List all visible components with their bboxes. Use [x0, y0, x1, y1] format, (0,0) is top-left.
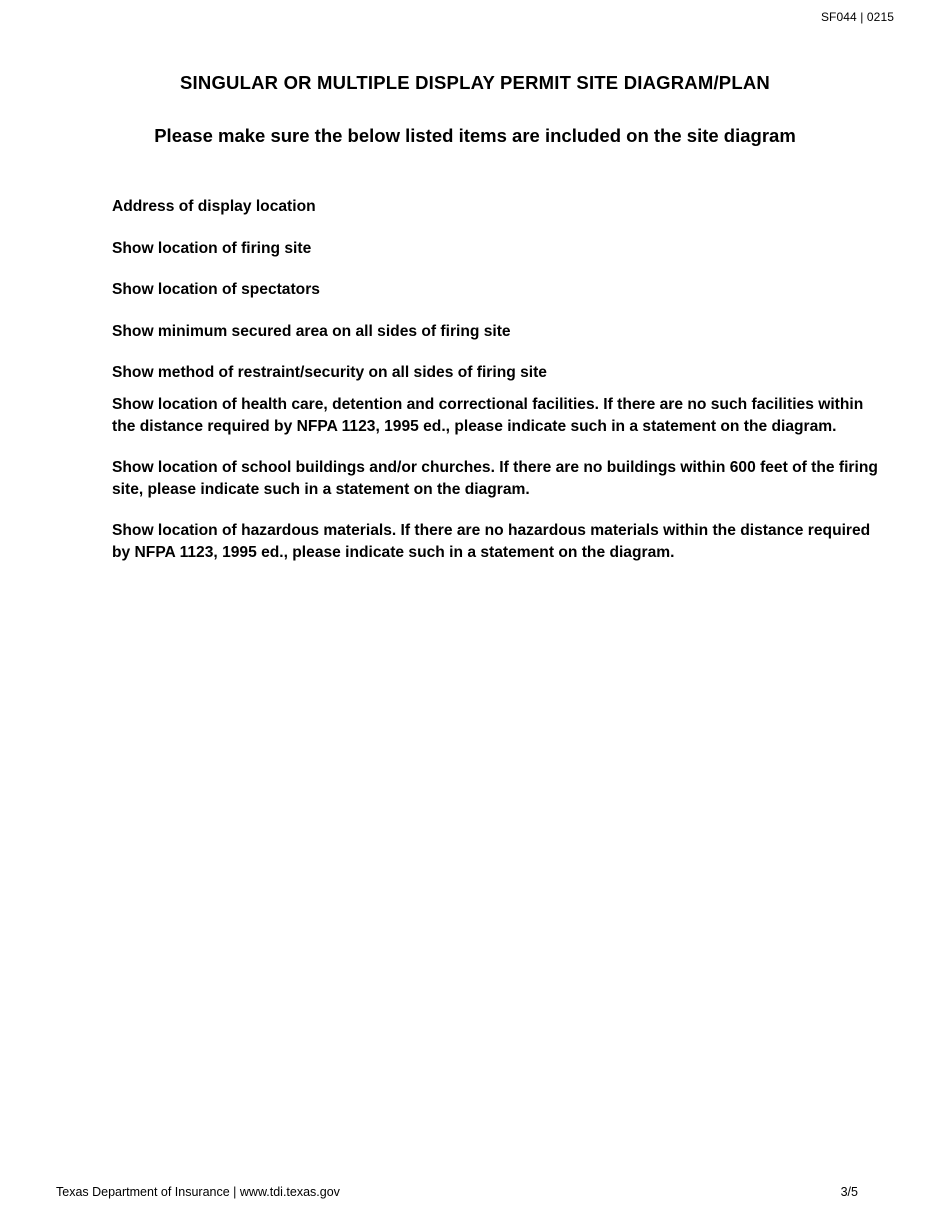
page-title: SINGULAR OR MULTIPLE DISPLAY PERMIT SITE DIAGRAM/PLAN	[180, 72, 770, 93]
form-code: SF044 | 0215	[820, 10, 894, 24]
page-number: 3/5	[840, 1185, 858, 1199]
list-item: Show minimum secured area on all sides of firing site	[112, 322, 511, 340]
page-subtitle: Please make sure the below listed items are included on the site diagram	[154, 125, 796, 146]
list-item: Show method of restraint/security on all sides of firing site	[112, 364, 547, 381]
list-item: Show location of hazardous materials. If there are no hazardous materials within the distance required by NFPA 1123, 1995 ed., please indicate such in a statement on the diagram.	[112, 521, 871, 561]
checklist	[112, 196, 887, 583]
list-item: Address of display location	[112, 198, 316, 215]
list-item: Show location of school buildings and/or churches. If there are no buildings within 600 feet of the firing site, please indicate such in a statement on the diagram.	[112, 458, 878, 498]
list-item: Show location of health care, detention and correctional facilities. If there are no such facilities within the distance required by NFPA 1123, 1995 ed., please indicate such in a statement on the diagram.	[112, 395, 864, 435]
list-item: Show location of firing site	[112, 239, 312, 257]
footer-organization: Texas Department of Insurance | www.tdi.texas.gov	[56, 1185, 340, 1199]
list-item: Show location of spectators	[112, 281, 320, 298]
